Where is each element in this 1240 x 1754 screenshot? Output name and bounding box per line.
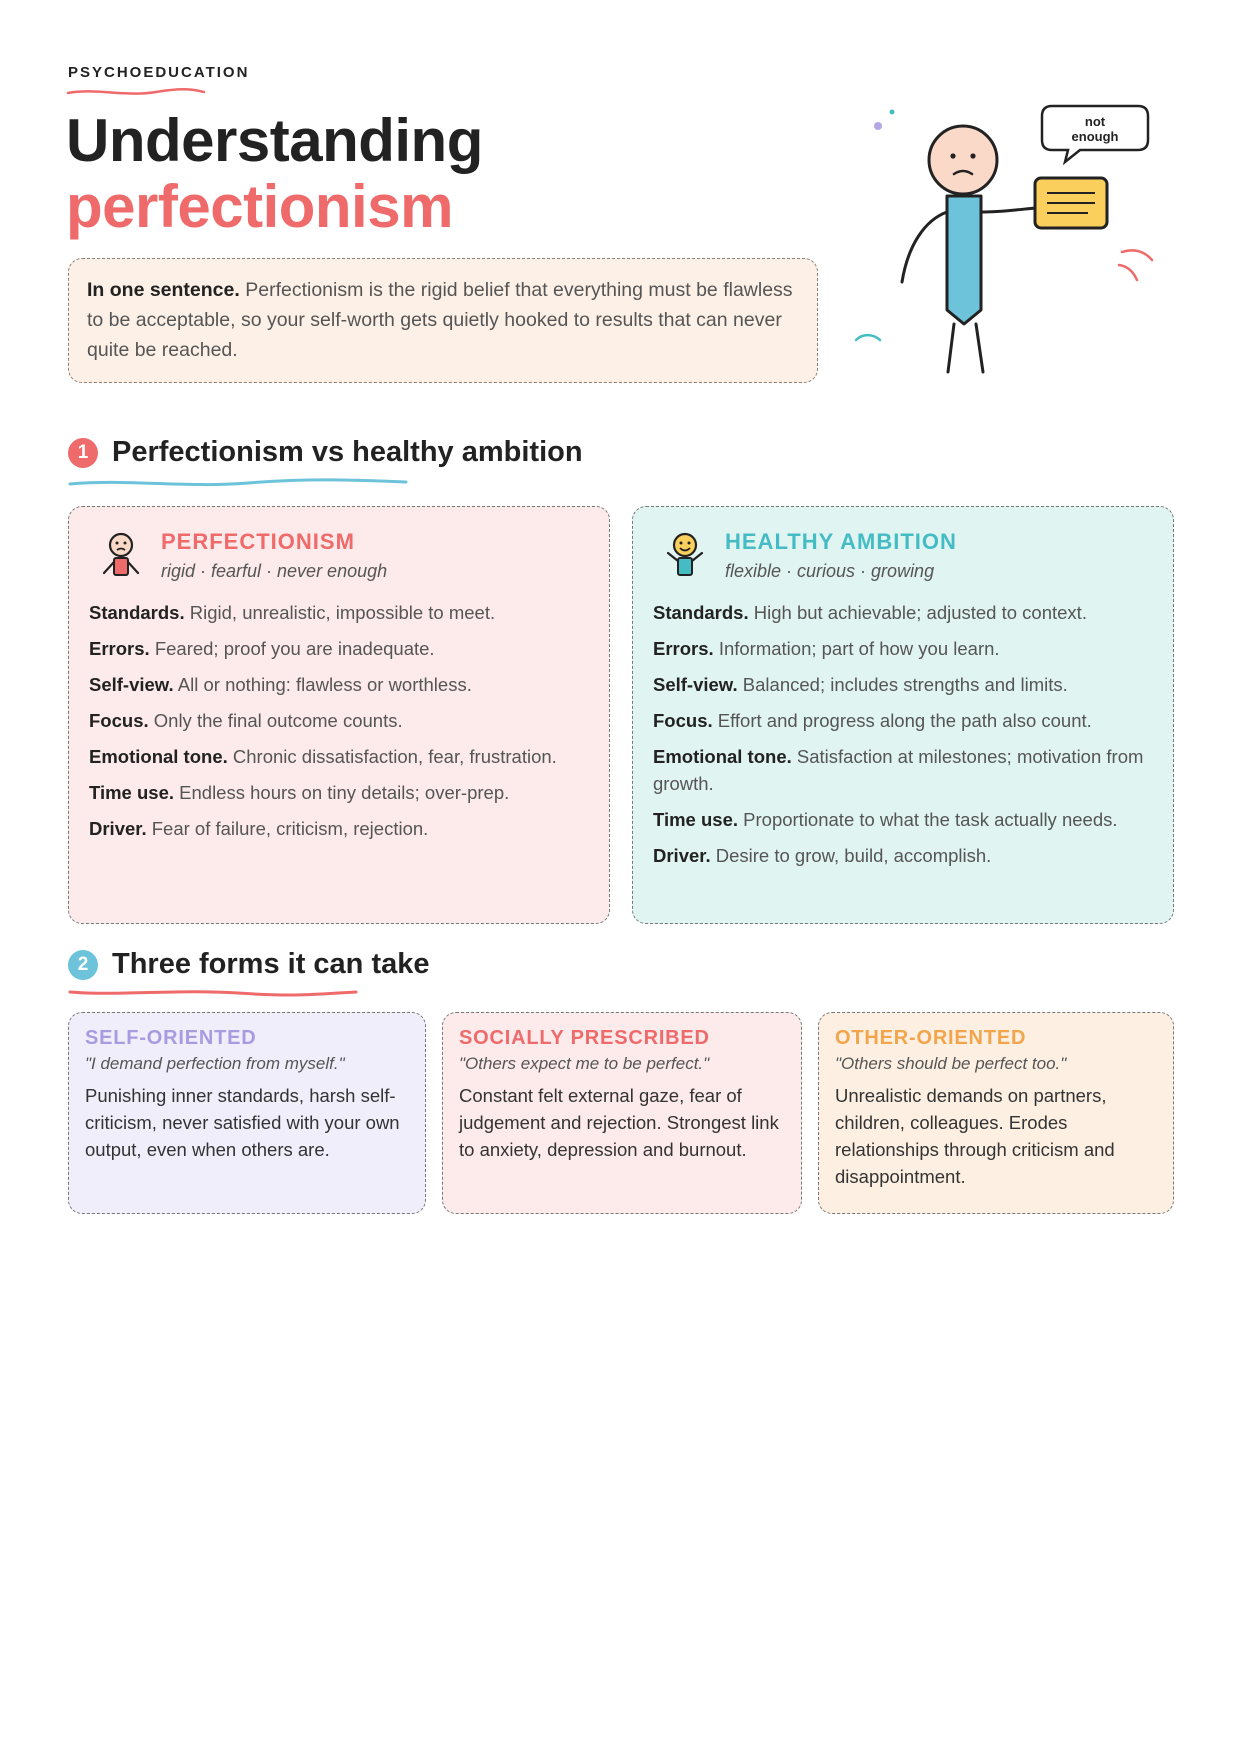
- section-2-title: Three forms it can take: [112, 948, 430, 980]
- self-oriented-body: Punishing inner standards, harsh self-criticism, never satisfied with your own output, even when others are.: [85, 1085, 400, 1160]
- list-item: Self-view. Balanced; includes strengths and limits.: [653, 674, 1068, 695]
- worried-person-icon: [93, 527, 153, 583]
- socially-prescribed-body: Constant felt external gaze, fear of judgement and rejection. Strongest link to anxiety, depression and burnout.: [459, 1085, 779, 1160]
- other-oriented-body: Unrealistic demands on partners, children, colleagues. Erodes relationships through criticism and disappointment.: [835, 1085, 1115, 1187]
- list-item: Errors. Feared; proof you are inadequate.: [89, 638, 435, 659]
- perfectionist-figure-illustration: [840, 100, 1170, 390]
- other-oriented-title: OTHER-ORIENTED: [835, 1027, 1027, 1049]
- summary-lead: In one sentence.: [87, 279, 240, 301]
- title-line-2: perfectionism: [66, 173, 453, 240]
- socially-prescribed-card: [442, 1012, 802, 1214]
- section-1-number: 1: [68, 438, 98, 468]
- section-2-number: 2: [68, 950, 98, 980]
- list-item: Emotional tone. Satisfaction at milestones; motivation from growth.: [653, 746, 1144, 794]
- socially-prescribed-quote: "Others expect me to be perfect.": [459, 1054, 710, 1073]
- other-oriented-quote: "Others should be perfect too.": [835, 1054, 1067, 1073]
- section-2-heading: [68, 948, 430, 981]
- eyebrow-underline: [66, 86, 206, 98]
- happy-person-icon: [657, 527, 717, 583]
- summary-box: [68, 258, 818, 383]
- section-1-underline: [68, 476, 408, 490]
- list-item: Self-view. All or nothing: flawless or worthless.: [89, 674, 472, 695]
- speech-text-line-2: enough: [1071, 129, 1119, 144]
- healthy-ambition-card: [632, 506, 1174, 924]
- page-title: [66, 108, 483, 240]
- list-item: Standards. High but achievable; adjusted to context.: [653, 602, 1087, 623]
- section-1-title: Perfectionism vs healthy ambition: [112, 436, 583, 468]
- section-1-heading: [68, 436, 583, 469]
- speech-text-line-1: not: [1084, 114, 1106, 129]
- list-item: Focus. Only the final outcome counts.: [89, 710, 403, 731]
- self-oriented-title: SELF-ORIENTED: [85, 1027, 257, 1049]
- self-oriented-card: [68, 1012, 426, 1214]
- healthy-ambition-title: HEALTHY AMBITION: [725, 529, 957, 554]
- list-item: Focus. Effort and progress along the path also count.: [653, 710, 1092, 731]
- list-item: Driver. Fear of failure, criticism, rejection.: [89, 818, 429, 839]
- list-item: Errors. Information; part of how you learn.: [653, 638, 1000, 659]
- list-item: Time use. Endless hours on tiny details; over-prep.: [89, 782, 510, 803]
- section-2-underline: [68, 986, 358, 1000]
- list-item: Time use. Proportionate to what the task actually needs.: [653, 809, 1118, 830]
- other-oriented-card: [818, 1012, 1174, 1214]
- perfectionism-title: PERFECTIONISM: [161, 529, 355, 554]
- summary-text: Perfectionism is the rigid belief that everything must be flawless to be acceptable, so your self-worth gets quietly hooked to results that can never quite be reached.: [87, 279, 793, 361]
- self-oriented-quote: "I demand perfection from myself.": [85, 1054, 345, 1073]
- list-item: Driver. Desire to grow, build, accomplish.: [653, 845, 992, 866]
- eyebrow-label: PSYCHOEDUCATION: [68, 64, 250, 81]
- title-line-1: Understanding: [66, 107, 483, 174]
- list-item: Emotional tone. Chronic dissatisfaction, fear, frustration.: [89, 746, 557, 767]
- perfectionism-card: [68, 506, 610, 924]
- perfectionism-subtitle: rigid · fearful · never enough: [161, 561, 388, 581]
- healthy-ambition-subtitle: flexible · curious · growing: [725, 561, 935, 581]
- list-item: Standards. Rigid, unrealistic, impossible to meet.: [89, 602, 496, 623]
- socially-prescribed-title: SOCIALLY PRESCRIBED: [459, 1027, 710, 1049]
